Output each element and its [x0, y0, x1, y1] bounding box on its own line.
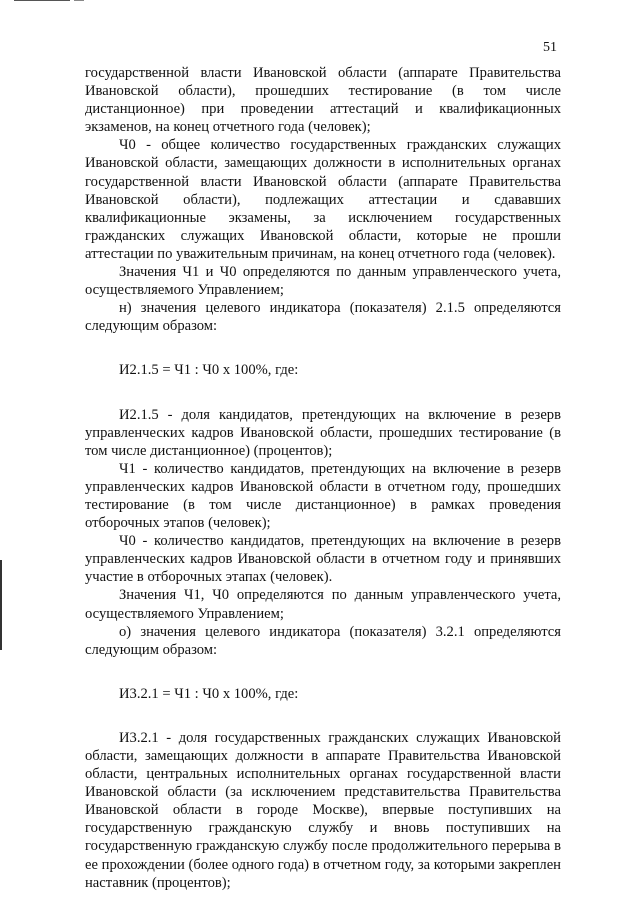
scan-artifact-line — [14, 0, 70, 1]
formula-i321: И3.2.1 = Ч1 : Ч0 х 100%, где: — [119, 685, 299, 702]
scan-artifact-edge — [0, 560, 2, 650]
page-number: 51 — [543, 40, 557, 55]
paragraph-continuation: государственной власти Ивановской области (аппарате Правительства Ивановской области), прошедших тестирование (в том числе дистанционное) при проведении аттестаций и квалификационных экзаменов, на конец отчетного года (человек); — [85, 65, 561, 136]
paragraph-values-source: Значения Ч1 и Ч0 определяются по данным управленческого учета, осуществляемого Управлением; — [85, 264, 561, 299]
formula-i215: И2.1.5 = Ч1 : Ч0 х 100%, где: — [119, 362, 299, 379]
paragraph-i215-definition: И2.1.5 - доля кандидатов, претендующих на включение в резерв управленческих кадров Ивановской области, прошедших тестирование (в том числе дистанционное) (процентов); — [85, 406, 561, 459]
paragraph-ch1-definition: Ч1 - количество кандидатов, претендующих на включение в резерв управленческих кадров Ивановской области в отчетном году, прошедших тестирование (в том числе дистанционное) в рамках проведения отборочных этапов (человек); — [85, 460, 561, 532]
paragraph-item-o: о) значения целевого индикатора (показателя) 3.2.1 определяются следующим образом: — [85, 623, 561, 658]
paragraph-i321-definition: И3.2.1 - доля государственных гражданских служащих Ивановской области, замещающих должности в аппарате Правительства Ивановской области, центральных исполнительных органах государственной власти Ивановской области (за исключением представительства Правительства Ивановской области в городе Москве), впервые поступивших на государственную гражданскую службу и вновь поступивших на государственную гражданскую службу после продолжительного перерыва в ее прохождении (более одного года) в отчетном году, за которыми закреплен наставник (процентов); — [85, 729, 561, 891]
document-body — [85, 64, 561, 892]
paragraph-values-source-2: Значения Ч1, Ч0 определяются по данным управленческого учета, осуществляемого Управлением; — [85, 587, 561, 622]
scan-artifact-line — [74, 0, 84, 1]
paragraph-item-n: н) значения целевого индикатора (показателя) 2.1.5 определяются следующим образом: — [85, 300, 561, 335]
paragraph-ch0-definition: Ч0 - общее количество государственных гражданских служащих Ивановской области, замещающих должности в исполнительных органах государственной власти Ивановской области (аппарате Правительства Ивановской области), подлежащих аттестации и сдававших квалификационные экзамены, за исключением государственных гражданских служащих Ивановской области, которые не прошли аттестации по уважительным причинам, на конец отчетного года (человек). — [85, 137, 561, 262]
paragraph-ch0-definition-2: Ч0 - количество кандидатов, претендующих на включение в резерв управленческих кадров Ивановской области в отчетном году и принявших участие в отборочных этапах (человек). — [85, 533, 561, 586]
